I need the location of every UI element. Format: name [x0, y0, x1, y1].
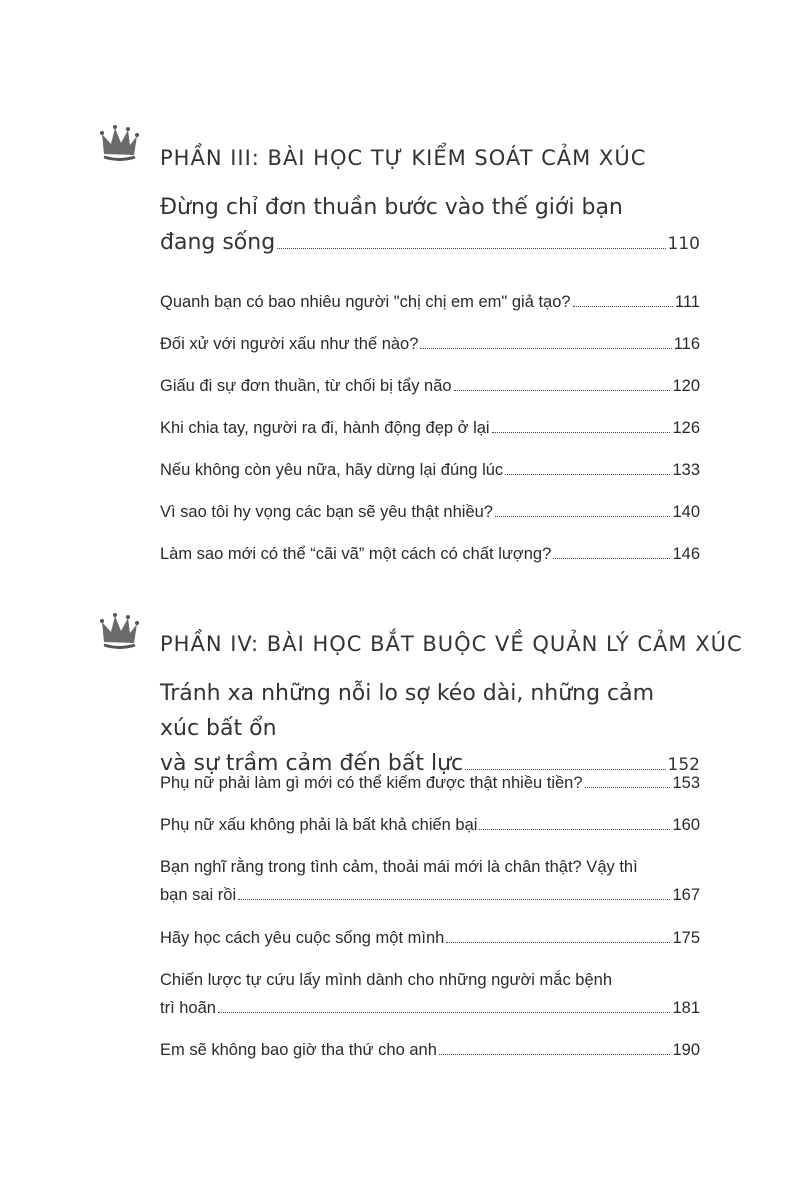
dot-leader: [454, 390, 671, 391]
page-number: 110: [667, 234, 700, 254]
toc-entry[interactable]: [160, 853, 700, 909]
dot-leader: [553, 558, 670, 559]
chapter-entry[interactable]: [160, 190, 700, 262]
toc-entry[interactable]: [160, 330, 700, 358]
dot-leader: [218, 1012, 671, 1013]
page-number: 116: [673, 335, 700, 353]
chapter-title-line: đang sống: [160, 230, 276, 255]
entry-title-line: Bạn nghĩ rằng trong tình cảm, thoải mái mới là chân thật? Vậy thì: [160, 858, 638, 876]
crown-icon: [100, 124, 140, 164]
page-number: 111: [674, 293, 700, 311]
dot-leader: [573, 306, 673, 307]
dot-leader: [238, 899, 670, 900]
dot-leader: [505, 474, 670, 475]
page-number: 160: [672, 816, 700, 834]
dot-leader: [420, 348, 671, 349]
page-number: 190: [672, 1041, 700, 1059]
entry-title: Giấu đi sự đơn thuần, từ chối bị tẩy não: [160, 377, 452, 395]
dot-leader: [446, 942, 670, 943]
toc-entry[interactable]: [160, 1036, 700, 1064]
dot-leader: [439, 1054, 671, 1055]
entry-title: Nếu không còn yêu nữa, hãy dừng lại đúng lúc: [160, 461, 504, 479]
toc-entry[interactable]: [160, 288, 700, 316]
toc-entry[interactable]: [160, 372, 700, 400]
part-title: PHẦN III: BÀI HỌC TỰ KIỂM SOÁT CẢM XÚC: [160, 146, 647, 170]
page-number: 133: [672, 461, 700, 479]
crown-icon: [100, 612, 140, 652]
page-number: 181: [672, 999, 700, 1017]
dot-leader: [479, 829, 670, 830]
entry-title: Em sẽ không bao giờ tha thứ cho anh: [160, 1041, 437, 1059]
dot-leader: [277, 248, 665, 249]
entry-title: Vì sao tôi hy vọng các bạn sẽ yêu thật nhiều?: [160, 503, 493, 521]
toc-entry[interactable]: [160, 414, 700, 442]
page-number: 153: [672, 774, 700, 792]
dot-leader: [495, 516, 670, 517]
chapter-title-line: và sự trầm cảm đến bất lực: [160, 751, 464, 776]
toc-entry[interactable]: [160, 966, 700, 1022]
toc-entry[interactable]: [160, 924, 700, 952]
chapter-title-line: Đừng chỉ đơn thuần bước vào thế giới bạn: [160, 195, 623, 220]
entry-title: trì hoãn: [160, 999, 216, 1017]
page-number: 140: [672, 503, 700, 521]
toc-entry[interactable]: [160, 540, 700, 568]
dot-leader: [585, 787, 671, 788]
toc-entry[interactable]: [160, 811, 700, 839]
page-number: 120: [672, 377, 700, 395]
entry-title: Phụ nữ xấu không phải là bất khả chiến bại: [160, 816, 478, 834]
entry-title: Quanh bạn có bao nhiêu người "chị chị em em" giả tạo?: [160, 293, 571, 311]
page-number: 167: [672, 886, 700, 904]
page-number: 146: [672, 545, 700, 563]
chapter-title-line: Tránh xa những nỗi lo sợ kéo dài, những cảm xúc bất ổn: [160, 681, 655, 741]
entry-title: Khi chia tay, người ra đi, hành động đẹp ở lại: [160, 419, 490, 437]
page-number: 152: [667, 755, 700, 775]
entry-title-line: Chiến lược tự cứu lấy mình dành cho những người mắc bệnh: [160, 971, 613, 989]
toc-entry[interactable]: [160, 456, 700, 484]
entry-title: Đối xử với người xấu như thế nào?: [160, 335, 419, 353]
part-title: PHẦN IV: BÀI HỌC BẮT BUỘC VỀ QUẢN LÝ CẢM XÚC: [160, 632, 743, 656]
page-number: 175: [672, 929, 700, 947]
page-number: 126: [672, 419, 700, 437]
dot-leader: [492, 432, 671, 433]
toc-entry[interactable]: [160, 769, 700, 797]
entry-title: Làm sao mới có thể “cãi vã” một cách có chất lượng?: [160, 545, 552, 563]
toc-entry[interactable]: [160, 498, 700, 526]
entry-title: bạn sai rồi: [160, 886, 237, 904]
chapter-entry[interactable]: [160, 676, 700, 783]
entry-title: Phụ nữ phải làm gì mới có thể kiếm được thật nhiều tiền?: [160, 774, 583, 792]
entry-title: Hãy học cách yêu cuộc sống một mình: [160, 929, 445, 947]
